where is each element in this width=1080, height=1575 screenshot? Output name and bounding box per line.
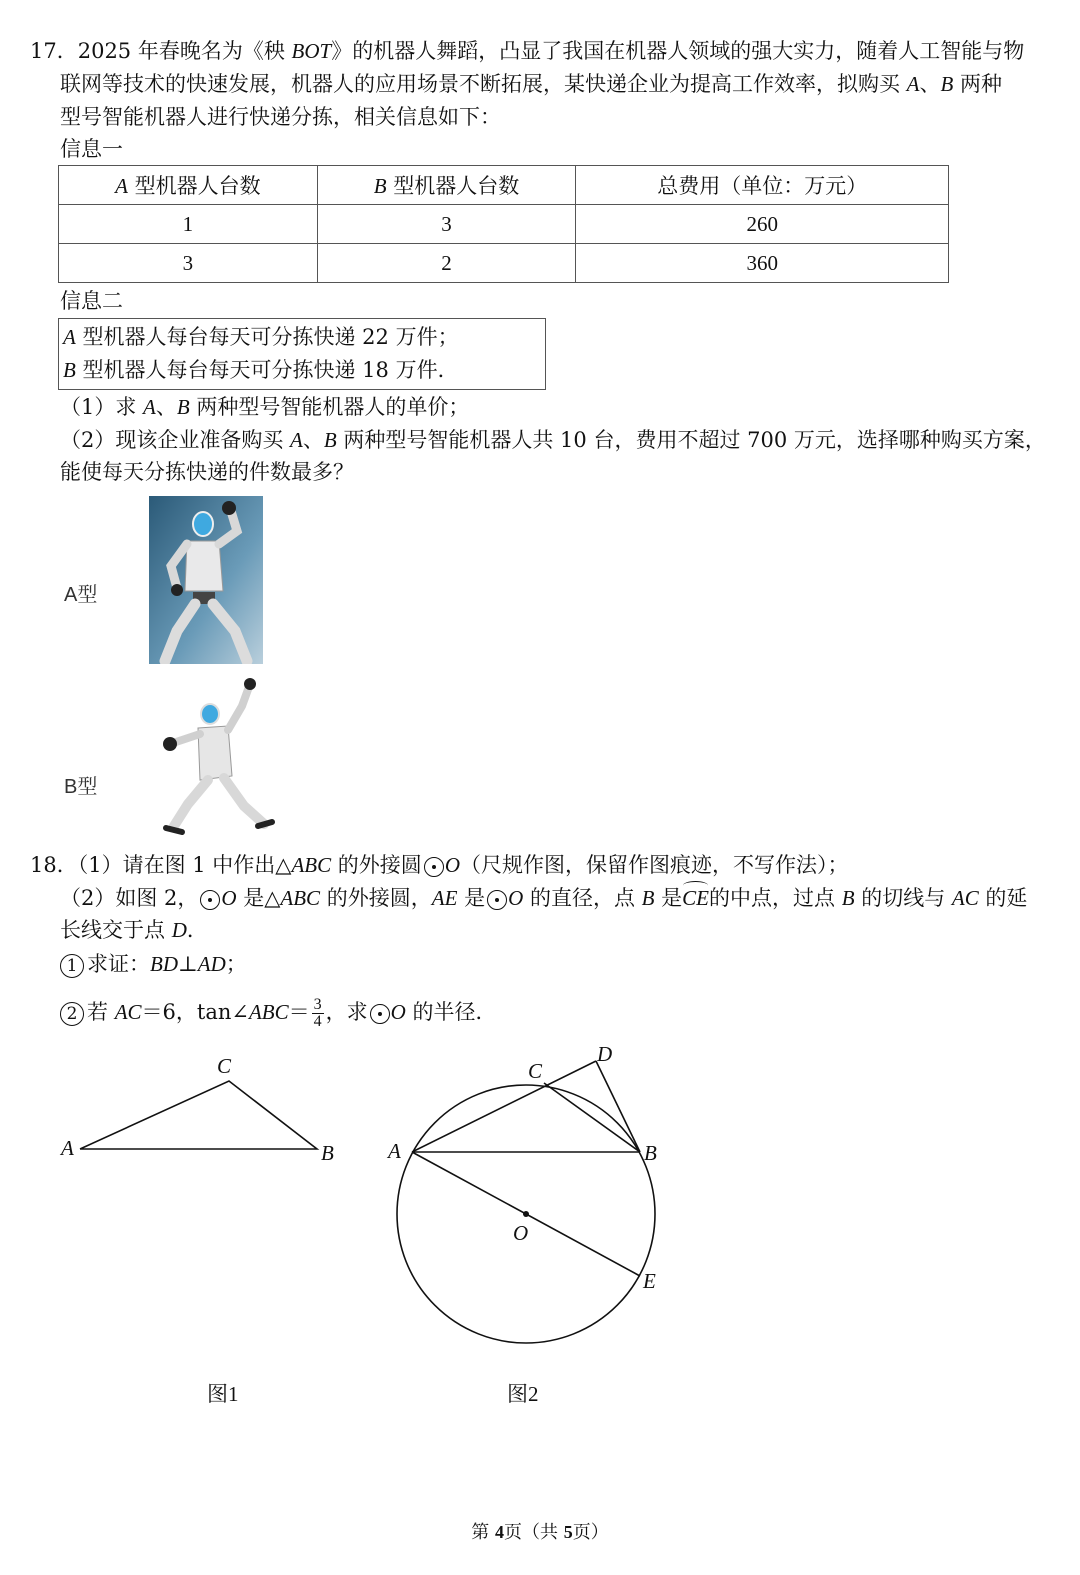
fig1-label-a: A	[61, 1136, 74, 1160]
circle-symbol-icon	[370, 1004, 390, 1024]
q18-line1: 18．（1）请在图 1 中作出△ABC 的外接圆 O（尺规作图，保留作图痕迹，不写作法）；	[30, 853, 849, 877]
fig2-label-c: C	[528, 1059, 543, 1083]
fig1-caption: 图1	[207, 1382, 239, 1406]
triangle-abc	[80, 1081, 317, 1149]
info1-table	[58, 165, 949, 283]
q17-line1: 17．2025 年春晚名为《秧 BOT》的机器人舞蹈，凸显了我国在机器人领域的强大实力，随着人工智能与物	[30, 39, 1025, 63]
fig2-caption: 图2	[507, 1382, 539, 1406]
segment-cb	[544, 1083, 640, 1152]
page-footer: 第 4页（共 5页）	[471, 1522, 609, 1543]
fig1-label-b: B	[321, 1141, 334, 1165]
table-header-cost: 总费用（单位：万元）	[576, 166, 949, 205]
table-cell: 360	[576, 244, 949, 283]
fig2-label-d: D	[597, 1042, 613, 1066]
table-header-a: A 型机器人台数	[59, 166, 318, 205]
robot-b-image	[152, 676, 276, 840]
q18-line2: （2）如图 2， O 是△ABC 的外接圆，AE 是 O 的直径，点 B 是CE的中点，过点 B 的切线与 AC 的延	[60, 883, 1027, 913]
info2-line1: A 型机器人每台每天可分拣快递 22 万件；	[63, 325, 459, 349]
table-cell: 1	[59, 205, 318, 244]
q17-line2: 联网等技术的快速发展，机器人的应用场景不断拓展，某快递企业为提高工作效率，拟购买 A、B 两种	[60, 72, 1003, 96]
robot-a-image	[149, 496, 263, 664]
q17-part1: （1）求 A、B 两种型号智能机器人的单价；	[60, 395, 470, 419]
info2-line2: B 型机器人每台每天可分拣快递 18 万件．	[63, 358, 459, 382]
q18-sub1: 1 求证：BD⊥AD；	[60, 949, 247, 979]
table-row	[59, 244, 949, 283]
q17-part2-line2: 能使每天分拣快递的件数最多？	[60, 460, 354, 484]
fraction: $\frac{3}{4}$	[313, 996, 322, 1030]
table-header-b: B 型机器人台数	[317, 166, 576, 205]
fig2-label-e: E	[643, 1269, 656, 1293]
robot-b-label: B型	[64, 776, 98, 798]
q18-sub2: 2 若 AC＝6，tan∠ABC＝ $\frac{3}{4}$ ，求 O 的半径．	[60, 997, 497, 1030]
info1-label: 信息一	[60, 137, 123, 161]
fig1-label-c: C	[217, 1054, 232, 1078]
arc-ce: CE	[682, 883, 709, 913]
q17-part2: （2）现该企业准备购买 A、B 两种型号智能机器人共 10 台，费用不超过 700 万元，选择哪种购买方案，	[60, 428, 1046, 452]
robot-a-label: A型	[64, 584, 98, 606]
segment-ad	[412, 1061, 596, 1152]
info2-label: 信息二	[60, 289, 123, 313]
fig2-label-b: B	[644, 1141, 657, 1165]
figure-1	[55, 1045, 355, 1175]
circle-symbol-icon	[487, 890, 507, 910]
segment-db	[596, 1061, 640, 1152]
fig2-label-a: A	[388, 1139, 401, 1163]
table-cell: 260	[576, 205, 949, 244]
center-point	[523, 1211, 529, 1217]
circle-symbol-icon	[424, 857, 444, 877]
q17-line3: 型号智能机器人进行快递分拣，相关信息如下：	[60, 105, 501, 129]
table-cell: 3	[59, 244, 318, 283]
fig2-label-o: O	[513, 1221, 529, 1245]
table-cell: 2	[317, 244, 576, 283]
q18-line3: 长线交于点 D．	[60, 918, 208, 942]
table-header-row	[59, 166, 949, 205]
circle-symbol-icon	[200, 890, 220, 910]
figure-2	[380, 1040, 680, 1360]
table-row	[59, 205, 949, 244]
table-cell: 3	[317, 205, 576, 244]
info2-box	[58, 318, 546, 390]
